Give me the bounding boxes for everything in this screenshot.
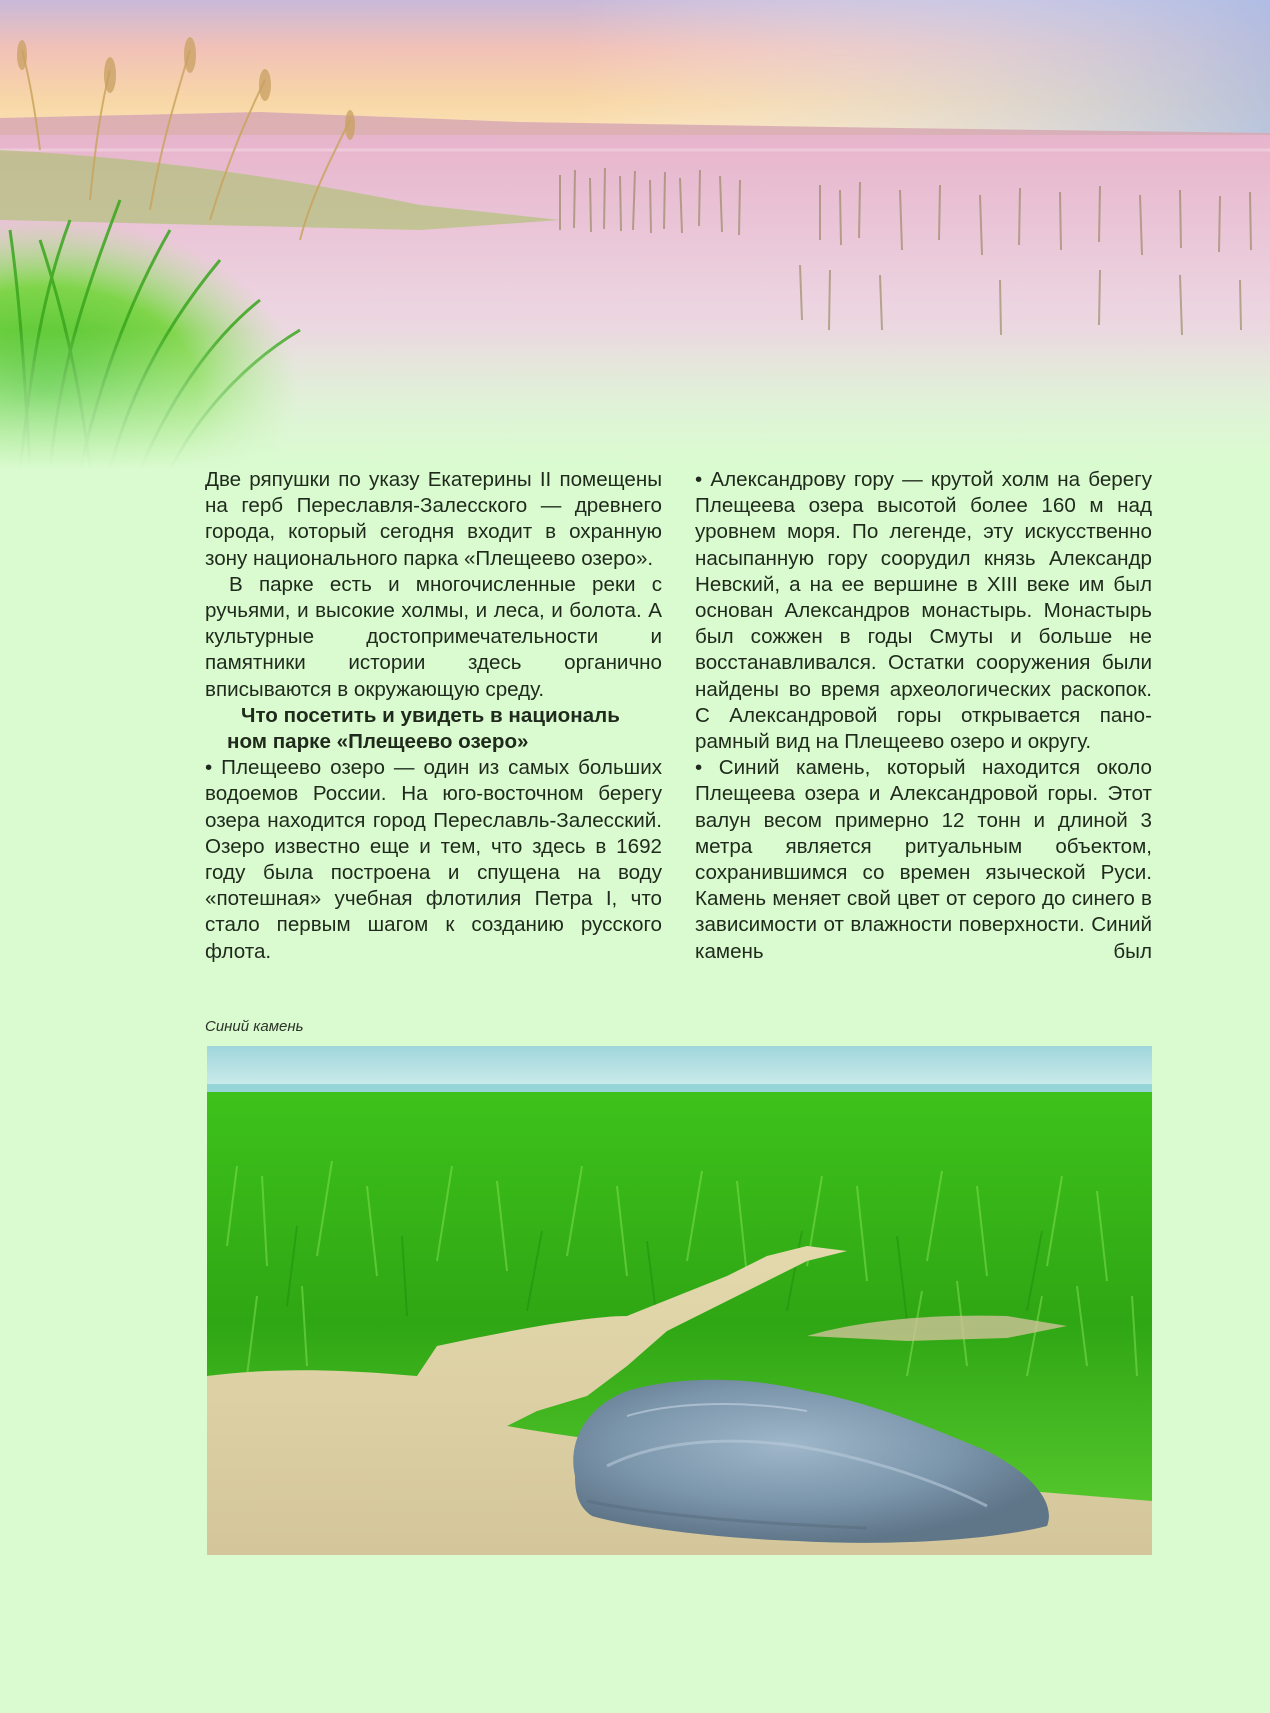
- bullet-text: • Александрову гору — крутой холм на берегу Плещеева озера высотой более 160 м над уровнем моря. По легенде, эту искусственно насыпанную гору соорудил князь Александр Невский, а на ее вершине в XIII веке им был основан Александров монастырь. Монастырь был сожжен в годы Смуты и больше не восстанавливался. Остатки сооружения были найдены во время археологических раскопок. С Александровой горы открывается панорамный вид на Плещеево озеро и округу.: [695, 468, 1152, 753]
- blue-stone-photo: [207, 1046, 1152, 1555]
- hero-lake-sunset-photo: [0, 0, 1270, 470]
- photo-caption: Синий камень: [205, 1018, 304, 1035]
- bullet-text: • Синий камень, который находится около Плещеева озера и Александровой горы. Этот валун весом примерно 12 тонн и длиной 3 метра является ритуальным объектом, сохранившимся со времен языческой Руси. Камень меняет свой цвет от серого до синего в зависимости от влажности поверхности. Синий камень был: [695, 756, 1152, 962]
- paragraph-park: В парке есть и многочисленные реки с ручьями, и высокие холмы, и леса, и болота. А культурные достопримечательности и памятники истории здесь органично вписываются в окружающую среду.: [205, 572, 662, 701]
- section-heading: [205, 703, 662, 755]
- bullet-text: • Плещеево озеро — один из самых больших водоемов России. На юго-восточном берегу озера находится город Переславль-Залесский. Озеро известно еще и тем, что здесь в 1692 году была построена и спущена на воду «потешная» учебная флотилия Петра I, что стало первым шагом к созданию русского флота.: [205, 756, 662, 962]
- paragraph-intro: Две ряпушки по указу Екатерины II помещены на герб Переславля-Залесского — древнего города, который сегодня входит в охранную зону национального парка «Плещеево озеро».: [205, 468, 662, 570]
- bullet-pleshcheyevo-lake: [205, 755, 662, 965]
- section-heading-line1: Что посетить и увидеть в националь: [241, 703, 620, 727]
- section-heading-line2: ном парке «Плещеево озеро»: [227, 730, 529, 754]
- text-column-right: [695, 467, 1152, 965]
- bullet-blue-stone: [695, 755, 1152, 965]
- bullet-alexandrova-gora: [695, 467, 1152, 755]
- text-column-left: [205, 467, 662, 965]
